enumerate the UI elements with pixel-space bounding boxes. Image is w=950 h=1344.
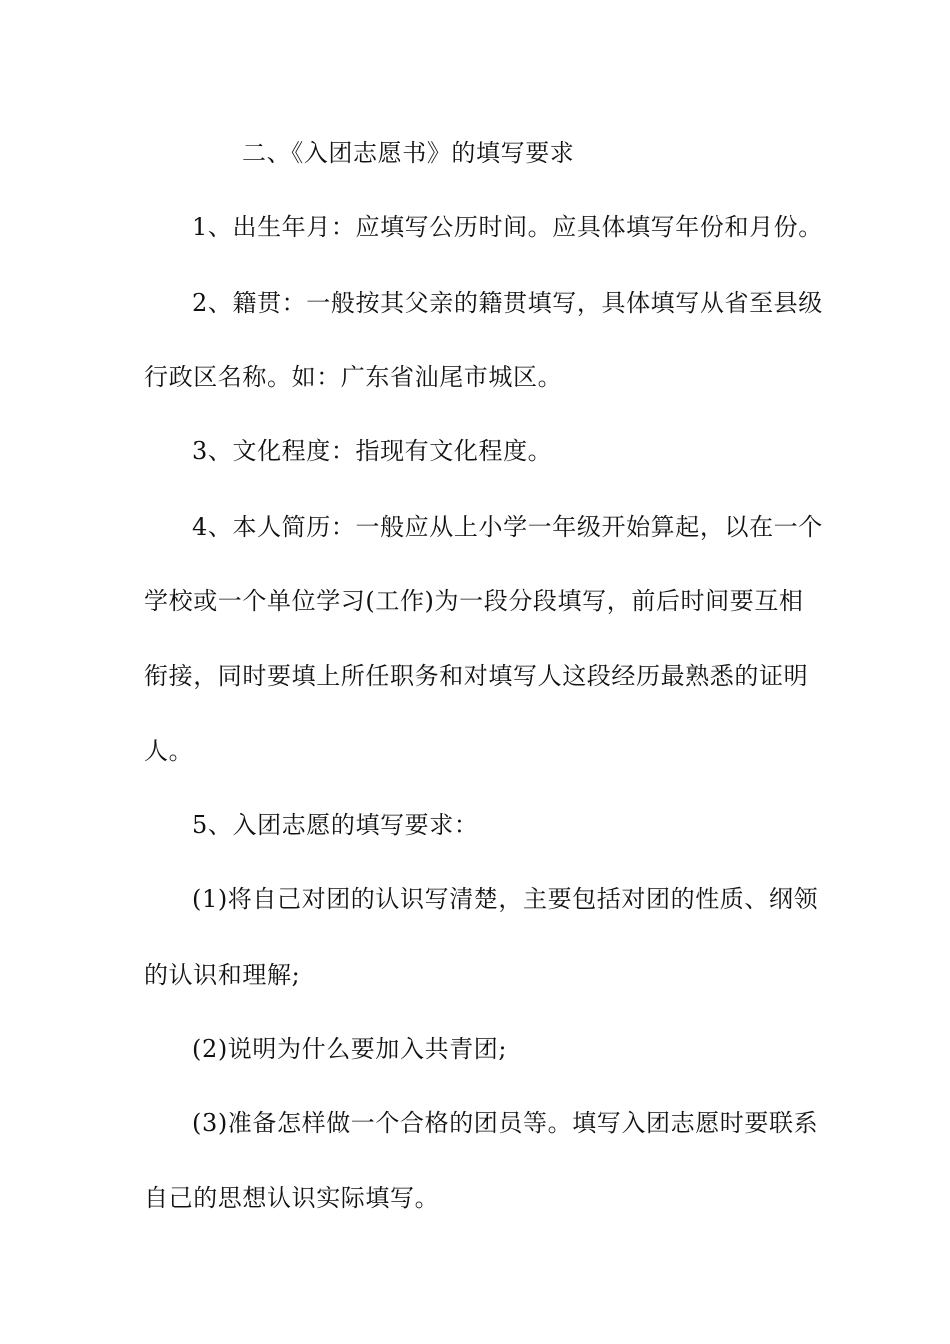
item-5-heading: 5、入团志愿的填写要求： [192,811,479,839]
sub-item-1-line-2: 的认识和理解; [144,961,301,989]
item-4-line-4: 人。 [144,737,194,765]
item-4-line-1: 4、本人简历：一般应从上小学一年级开始算起，以在一个 [192,513,823,541]
section-heading: 二、《入团志愿书》的填写要求 [242,139,575,167]
sub-item-2: (2)说明为什么要加入共青团; [192,1035,508,1063]
sub-item-3-line-2: 自己的思想认识实际填写。 [144,1184,440,1212]
item-4-line-3: 衔接，同时要填上所任职务和对填写人这段经历最熟悉的证明 [144,662,809,690]
item-4-line-2: 学校或一个单位学习(工作)为一段分段填写，前后时间要互相 [144,587,804,615]
item-1-birth-date: 1、出生年月：应填写公历时间。应具体填写年份和月份。 [192,213,823,241]
item-3-education: 3、文化程度：指现有文化程度。 [192,437,553,465]
sub-item-3-line-1: (3)准备怎样做一个合格的团员等。填写入团志愿时要联系 [192,1109,819,1137]
item-2-line-1: 2、籍贯：一般按其父亲的籍贯填写，具体填写从省至县级 [192,289,823,317]
sub-item-1-line-1: (1)将自己对团的认识写清楚，主要包括对团的性质、纲领 [192,885,819,913]
item-2-line-2: 行政区名称。如：广东省汕尾市城区。 [144,363,563,391]
